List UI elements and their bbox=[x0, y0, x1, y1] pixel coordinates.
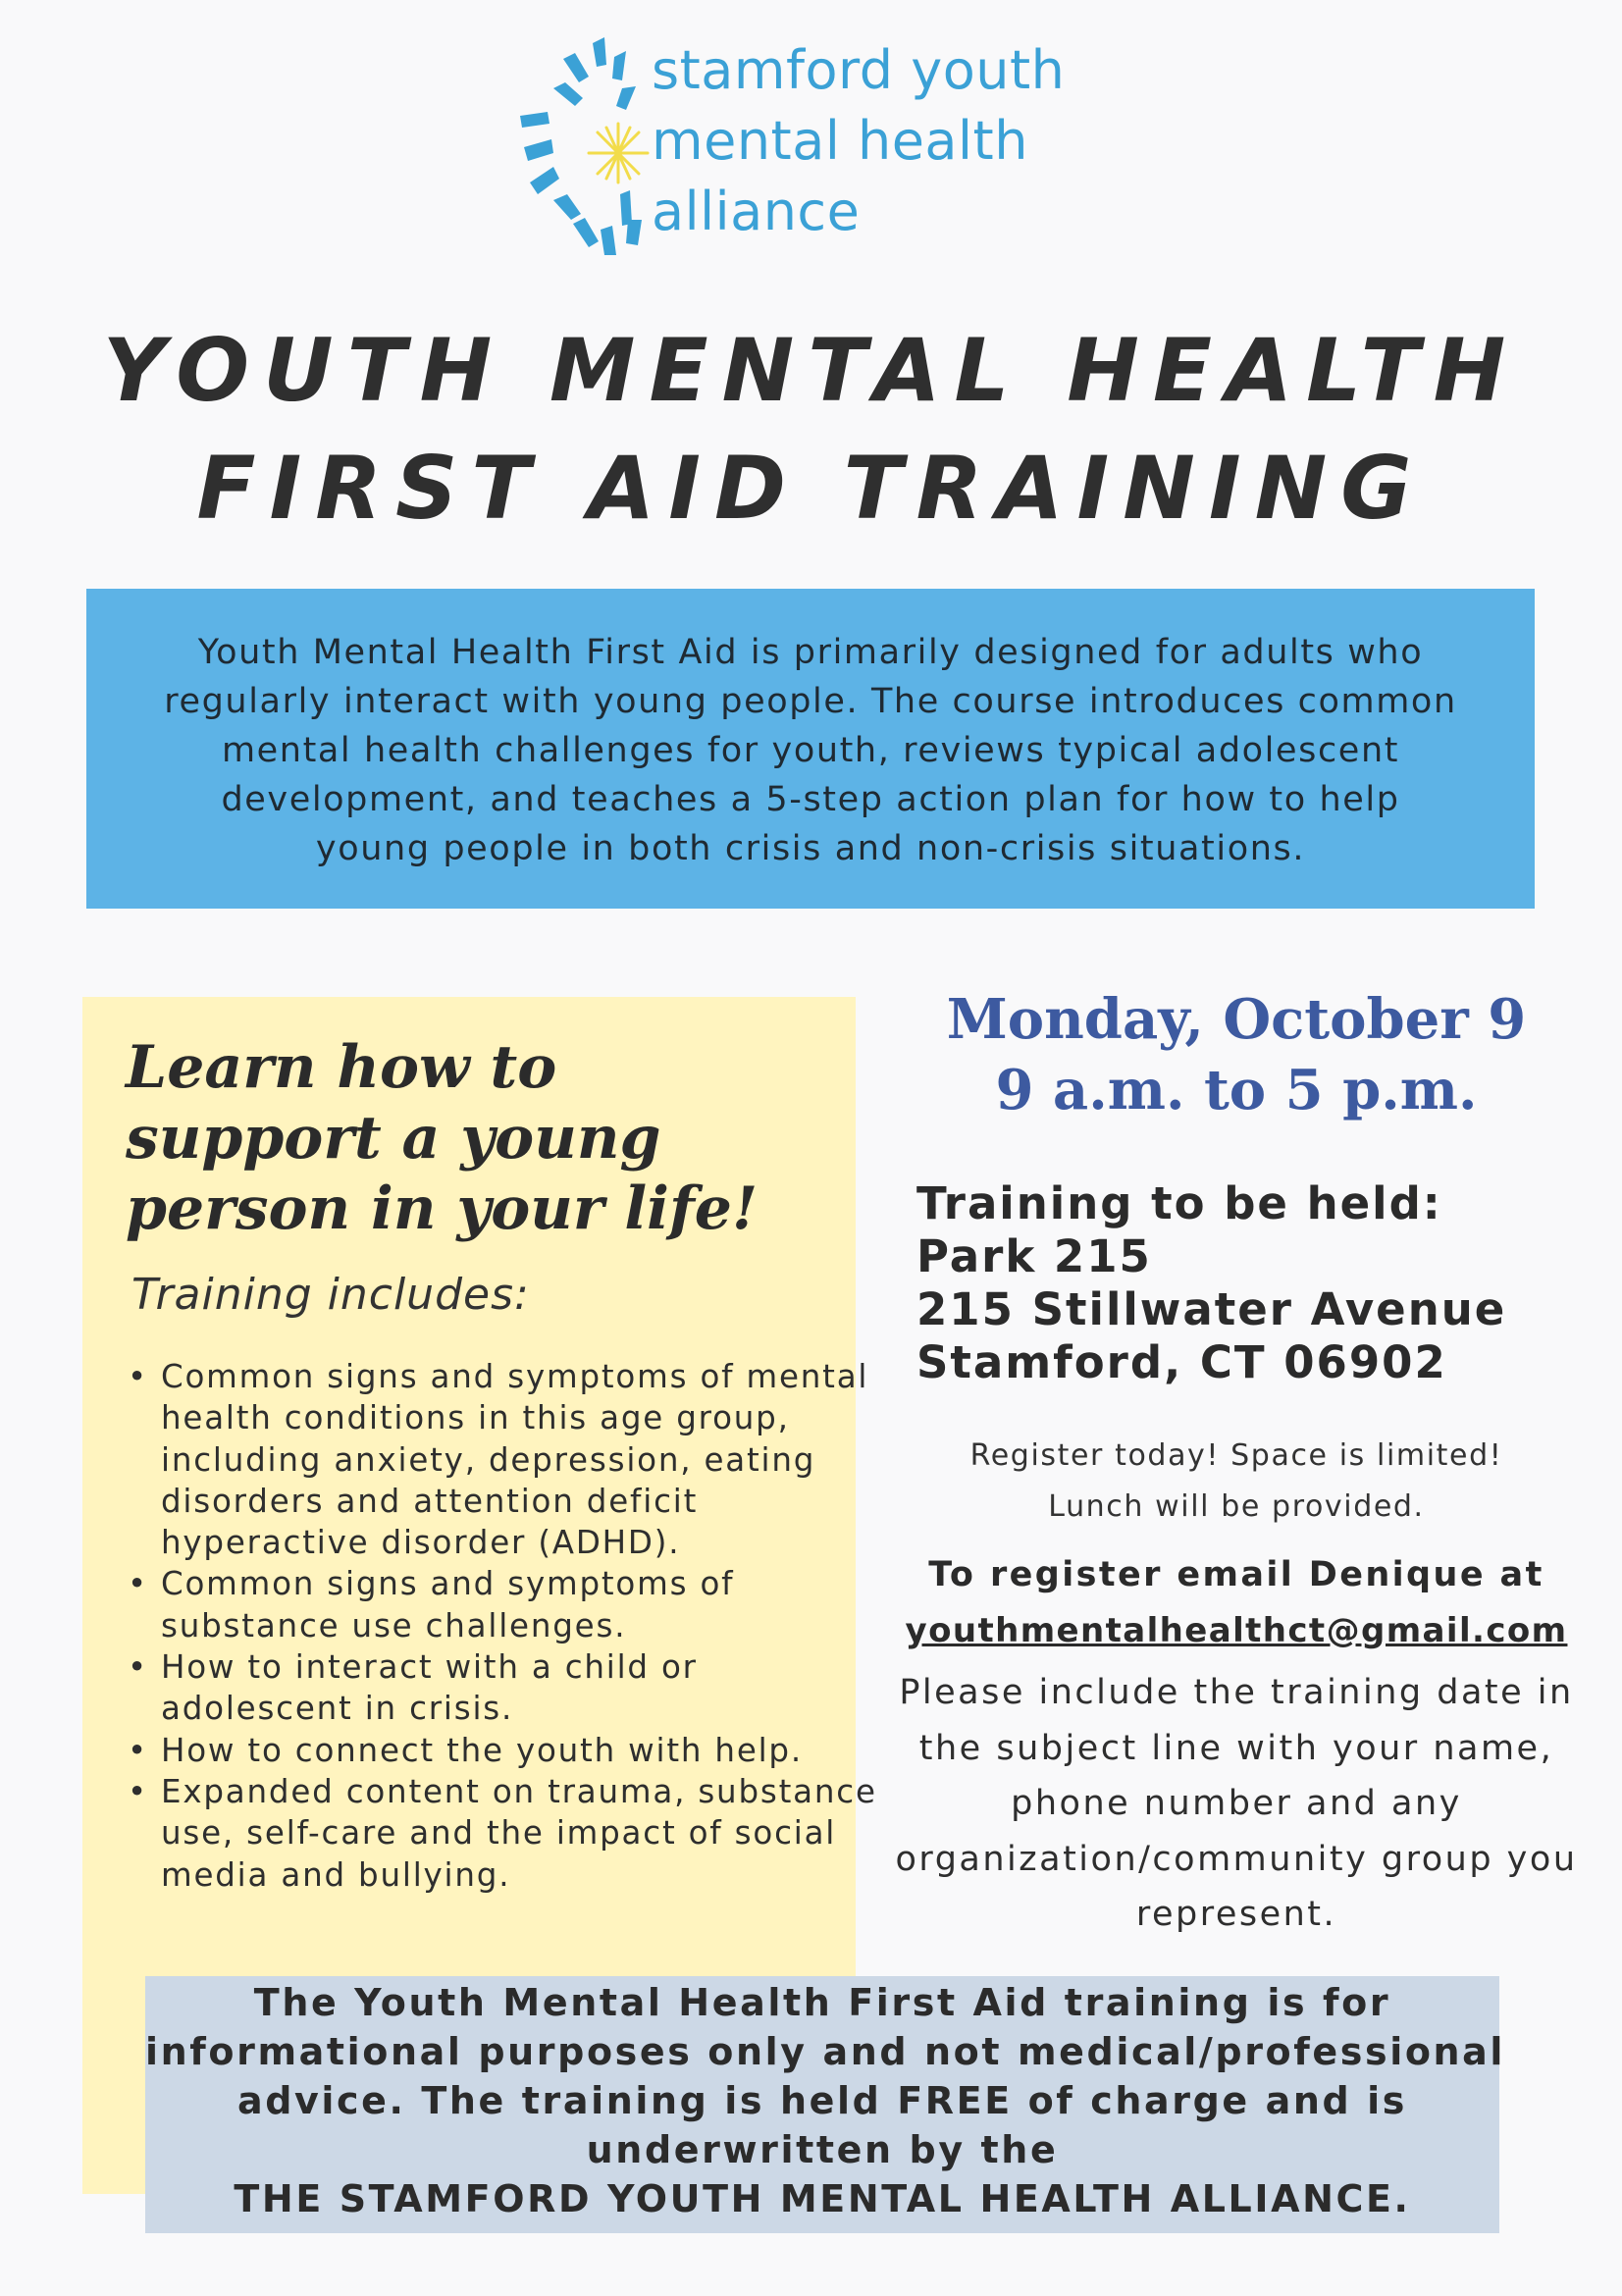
intro-line: Youth Mental Health First Aid is primarily designed for adults who bbox=[197, 633, 1424, 672]
disclaimer-line: underwritten by the bbox=[586, 2128, 1059, 2171]
learn-title bbox=[126, 1032, 832, 1244]
list-item: • Common signs and symptoms of substance use challenges. bbox=[161, 1563, 877, 1646]
venue-street: 215 Stillwater Avenue bbox=[916, 1283, 1507, 1335]
event-time: 9 a.m. to 5 p.m. bbox=[995, 1058, 1478, 1122]
list-item: • Common signs and symptoms of mental health conditions in this age group, including anxiety, depression, eating disorders and attention deficit hyperactive disorder (ADHD). bbox=[161, 1356, 877, 1563]
learn-title-line: support a young bbox=[126, 1104, 661, 1173]
intro-line: mental health challenges for youth, reviews typical adolescent bbox=[221, 731, 1400, 770]
logo-text-line-3: alliance bbox=[652, 181, 861, 242]
register-email-link[interactable]: youthmentalhealthct@gmail.com bbox=[905, 1611, 1568, 1650]
training-includes-list bbox=[126, 1356, 877, 1896]
intro-line: development, and teaches a 5-step action plan for how to help bbox=[221, 780, 1400, 819]
disclaimer-text bbox=[145, 1978, 1506, 2223]
register-instructions: Please include the training date in the subject line with your name, phone number and any organization/community group you represent. bbox=[895, 1673, 1578, 1934]
headline-line-2: FIRST AID TRAINING bbox=[196, 438, 1426, 539]
intro-line: regularly interact with young people. The course introduces common bbox=[164, 682, 1457, 721]
logo-text-line-2: mental health bbox=[652, 110, 1028, 172]
list-item: • How to interact with a child or adolescent in crisis. bbox=[161, 1646, 877, 1730]
training-includes-label: Training includes: bbox=[131, 1270, 530, 1320]
venue-name: Park 215 bbox=[916, 1230, 1152, 1282]
register-heading: To register email Denique at bbox=[928, 1555, 1544, 1594]
disclaimer-line: THE STAMFORD YOUTH MENTAL HEALTH ALLIANCE. bbox=[234, 2177, 1411, 2220]
lunch-note: Lunch will be provided. bbox=[1048, 1489, 1425, 1524]
venue-city: Stamford, CT 06902 bbox=[916, 1336, 1447, 1388]
list-item: • Expanded content on trauma, substance use, self-care and the impact of social media and bullying. bbox=[161, 1771, 877, 1896]
register-note: Register today! Space is limited! bbox=[969, 1438, 1503, 1473]
intro-text bbox=[98, 628, 1523, 873]
learn-title-line: person in your life! bbox=[126, 1174, 759, 1243]
headline-line-1: YOUTH MENTAL HEALTH bbox=[102, 320, 1520, 421]
location-label: Training to be held: bbox=[916, 1177, 1442, 1229]
disclaimer-line: The Youth Mental Health First Aid training is for bbox=[253, 1981, 1391, 2024]
learn-title-line: Learn how to bbox=[126, 1033, 557, 1102]
intro-line: young people in both crisis and non-crisis situations. bbox=[315, 829, 1306, 868]
list-item: • How to connect the youth with help. bbox=[161, 1730, 877, 1771]
disclaimer-line: informational purposes only and not medical/professional bbox=[145, 2030, 1506, 2073]
logo-text-line-1: stamford youth bbox=[652, 39, 1066, 101]
event-date: Monday, October 9 bbox=[946, 987, 1527, 1052]
disclaimer-line: advice. The training is held FREE of charge and is bbox=[236, 2079, 1408, 2122]
